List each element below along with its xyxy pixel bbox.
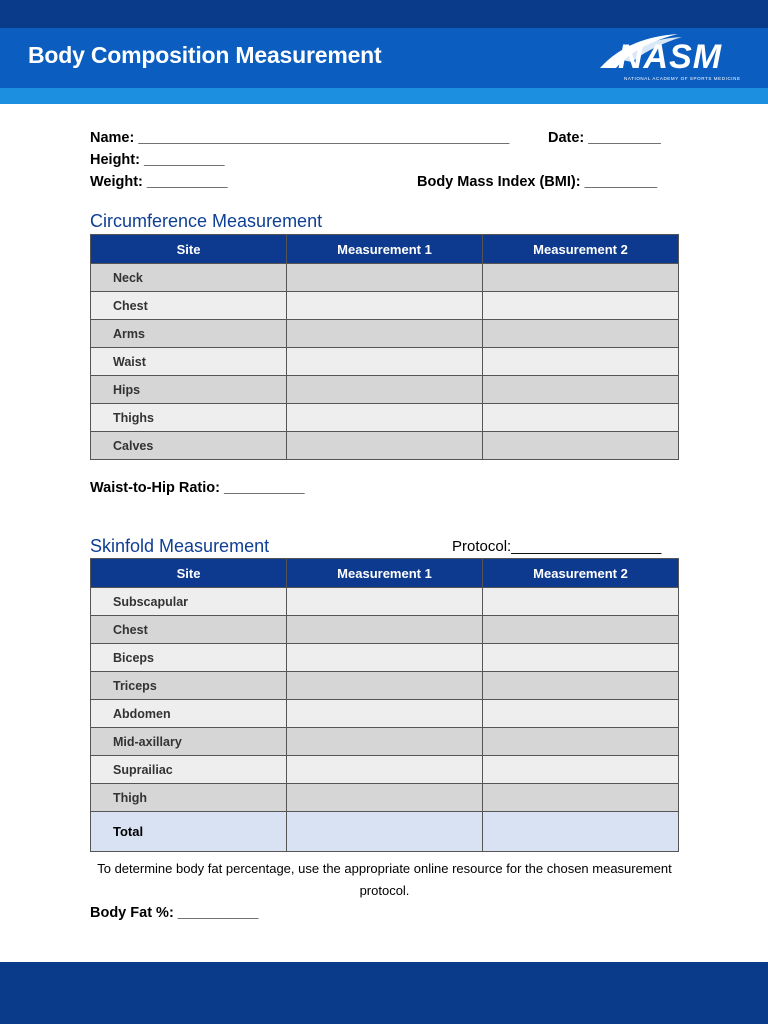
measurement-2-cell[interactable] xyxy=(483,728,679,756)
date-field[interactable]: Date: _________ xyxy=(548,130,661,146)
site-label: Mid-axillary xyxy=(91,728,287,756)
measurement-2-cell[interactable] xyxy=(483,644,679,672)
site-label: Thighs xyxy=(91,404,287,432)
measurement-2-cell[interactable] xyxy=(483,588,679,616)
height-field[interactable]: Height: __________ xyxy=(90,152,225,168)
measurement-2-cell[interactable] xyxy=(483,672,679,700)
site-label: Biceps xyxy=(91,644,287,672)
column-header-measurement-2: Measurement 2 xyxy=(483,559,679,588)
name-field[interactable]: Name: ______________________________________________ xyxy=(90,130,510,146)
site-label: Neck xyxy=(91,264,287,292)
total-row xyxy=(91,812,679,852)
measurement-1-cell[interactable] xyxy=(287,728,483,756)
measurement-2-cell[interactable] xyxy=(483,616,679,644)
total-measurement-1-cell[interactable] xyxy=(287,812,483,852)
column-header-measurement-2: Measurement 2 xyxy=(483,235,679,264)
table-row xyxy=(91,672,679,700)
measurement-2-cell[interactable] xyxy=(483,700,679,728)
measurement-2-cell[interactable] xyxy=(483,292,679,320)
total-label: Total xyxy=(91,812,287,852)
table-row xyxy=(91,644,679,672)
page-title: Body Composition Measurement xyxy=(28,42,382,68)
logo-subtext: NATIONAL ACADEMY OF SPORTS MEDICINE xyxy=(624,76,741,81)
measurement-2-cell[interactable] xyxy=(483,376,679,404)
measurement-1-cell[interactable] xyxy=(287,644,483,672)
measurement-1-cell[interactable] xyxy=(287,616,483,644)
site-label: Waist xyxy=(91,348,287,376)
table-row xyxy=(91,348,679,376)
skinfold-section-title: Skinfold Measurement xyxy=(90,536,270,556)
total-measurement-2-cell[interactable] xyxy=(483,812,679,852)
logo-wordmark: NASM xyxy=(618,38,723,76)
measurement-1-cell[interactable] xyxy=(287,264,483,292)
measurement-1-cell[interactable] xyxy=(287,700,483,728)
bmi-field[interactable]: Body Mass Index (BMI): _________ xyxy=(417,174,658,190)
waist-to-hip-field[interactable]: Waist-to-Hip Ratio: __________ xyxy=(90,480,305,496)
table-row xyxy=(91,376,679,404)
body-fat-field[interactable]: Body Fat %: __________ xyxy=(90,905,259,921)
measurement-2-cell[interactable] xyxy=(483,264,679,292)
instruction-note: To determine body fat percentage, use the appropriate online resource for the chosen measurement protocol. xyxy=(97,861,672,898)
measurement-2-cell[interactable] xyxy=(483,404,679,432)
table-row xyxy=(91,784,679,812)
site-label: Subscapular xyxy=(91,588,287,616)
table-row xyxy=(91,264,679,292)
measurement-1-cell[interactable] xyxy=(287,784,483,812)
column-header-site: Site xyxy=(91,235,287,264)
top-banner-strip xyxy=(0,0,768,28)
column-header-measurement-1: Measurement 1 xyxy=(287,235,483,264)
measurement-2-cell[interactable] xyxy=(483,784,679,812)
measurement-1-cell[interactable] xyxy=(287,348,483,376)
measurement-1-cell[interactable] xyxy=(287,376,483,404)
header-accent-strip xyxy=(0,88,768,104)
site-label: Suprailiac xyxy=(91,756,287,784)
site-label: Calves xyxy=(91,432,287,460)
measurement-1-cell[interactable] xyxy=(287,432,483,460)
table-header-row xyxy=(91,559,679,588)
column-header-site: Site xyxy=(91,559,287,588)
weight-field[interactable]: Weight: __________ xyxy=(90,174,228,190)
site-label: Chest xyxy=(91,292,287,320)
site-label: Abdomen xyxy=(91,700,287,728)
footer-banner xyxy=(0,962,768,1024)
table-row xyxy=(91,756,679,784)
measurement-2-cell[interactable] xyxy=(483,756,679,784)
site-label: Triceps xyxy=(91,672,287,700)
measurement-1-cell[interactable] xyxy=(287,292,483,320)
table-row xyxy=(91,700,679,728)
column-header-measurement-1: Measurement 1 xyxy=(287,559,483,588)
table-row xyxy=(91,728,679,756)
site-label: Hips xyxy=(91,376,287,404)
measurement-2-cell[interactable] xyxy=(483,432,679,460)
table-row xyxy=(91,404,679,432)
skinfold-table xyxy=(90,558,679,852)
table-header-row xyxy=(91,235,679,264)
table-row xyxy=(91,320,679,348)
nasm-logo xyxy=(596,30,741,88)
circumference-section-title: Circumference Measurement xyxy=(90,211,323,231)
measurement-1-cell[interactable] xyxy=(287,320,483,348)
site-label: Chest xyxy=(91,616,287,644)
measurement-1-cell[interactable] xyxy=(287,588,483,616)
table-row xyxy=(91,292,679,320)
site-label: Arms xyxy=(91,320,287,348)
table-row xyxy=(91,588,679,616)
circumference-table xyxy=(90,234,679,460)
measurement-1-cell[interactable] xyxy=(287,672,483,700)
measurement-1-cell[interactable] xyxy=(287,756,483,784)
measurement-2-cell[interactable] xyxy=(483,348,679,376)
measurement-1-cell[interactable] xyxy=(287,404,483,432)
protocol-field[interactable]: Protocol:__________________ xyxy=(452,538,662,555)
site-label: Thigh xyxy=(91,784,287,812)
table-row xyxy=(91,616,679,644)
measurement-2-cell[interactable] xyxy=(483,320,679,348)
table-row xyxy=(91,432,679,460)
